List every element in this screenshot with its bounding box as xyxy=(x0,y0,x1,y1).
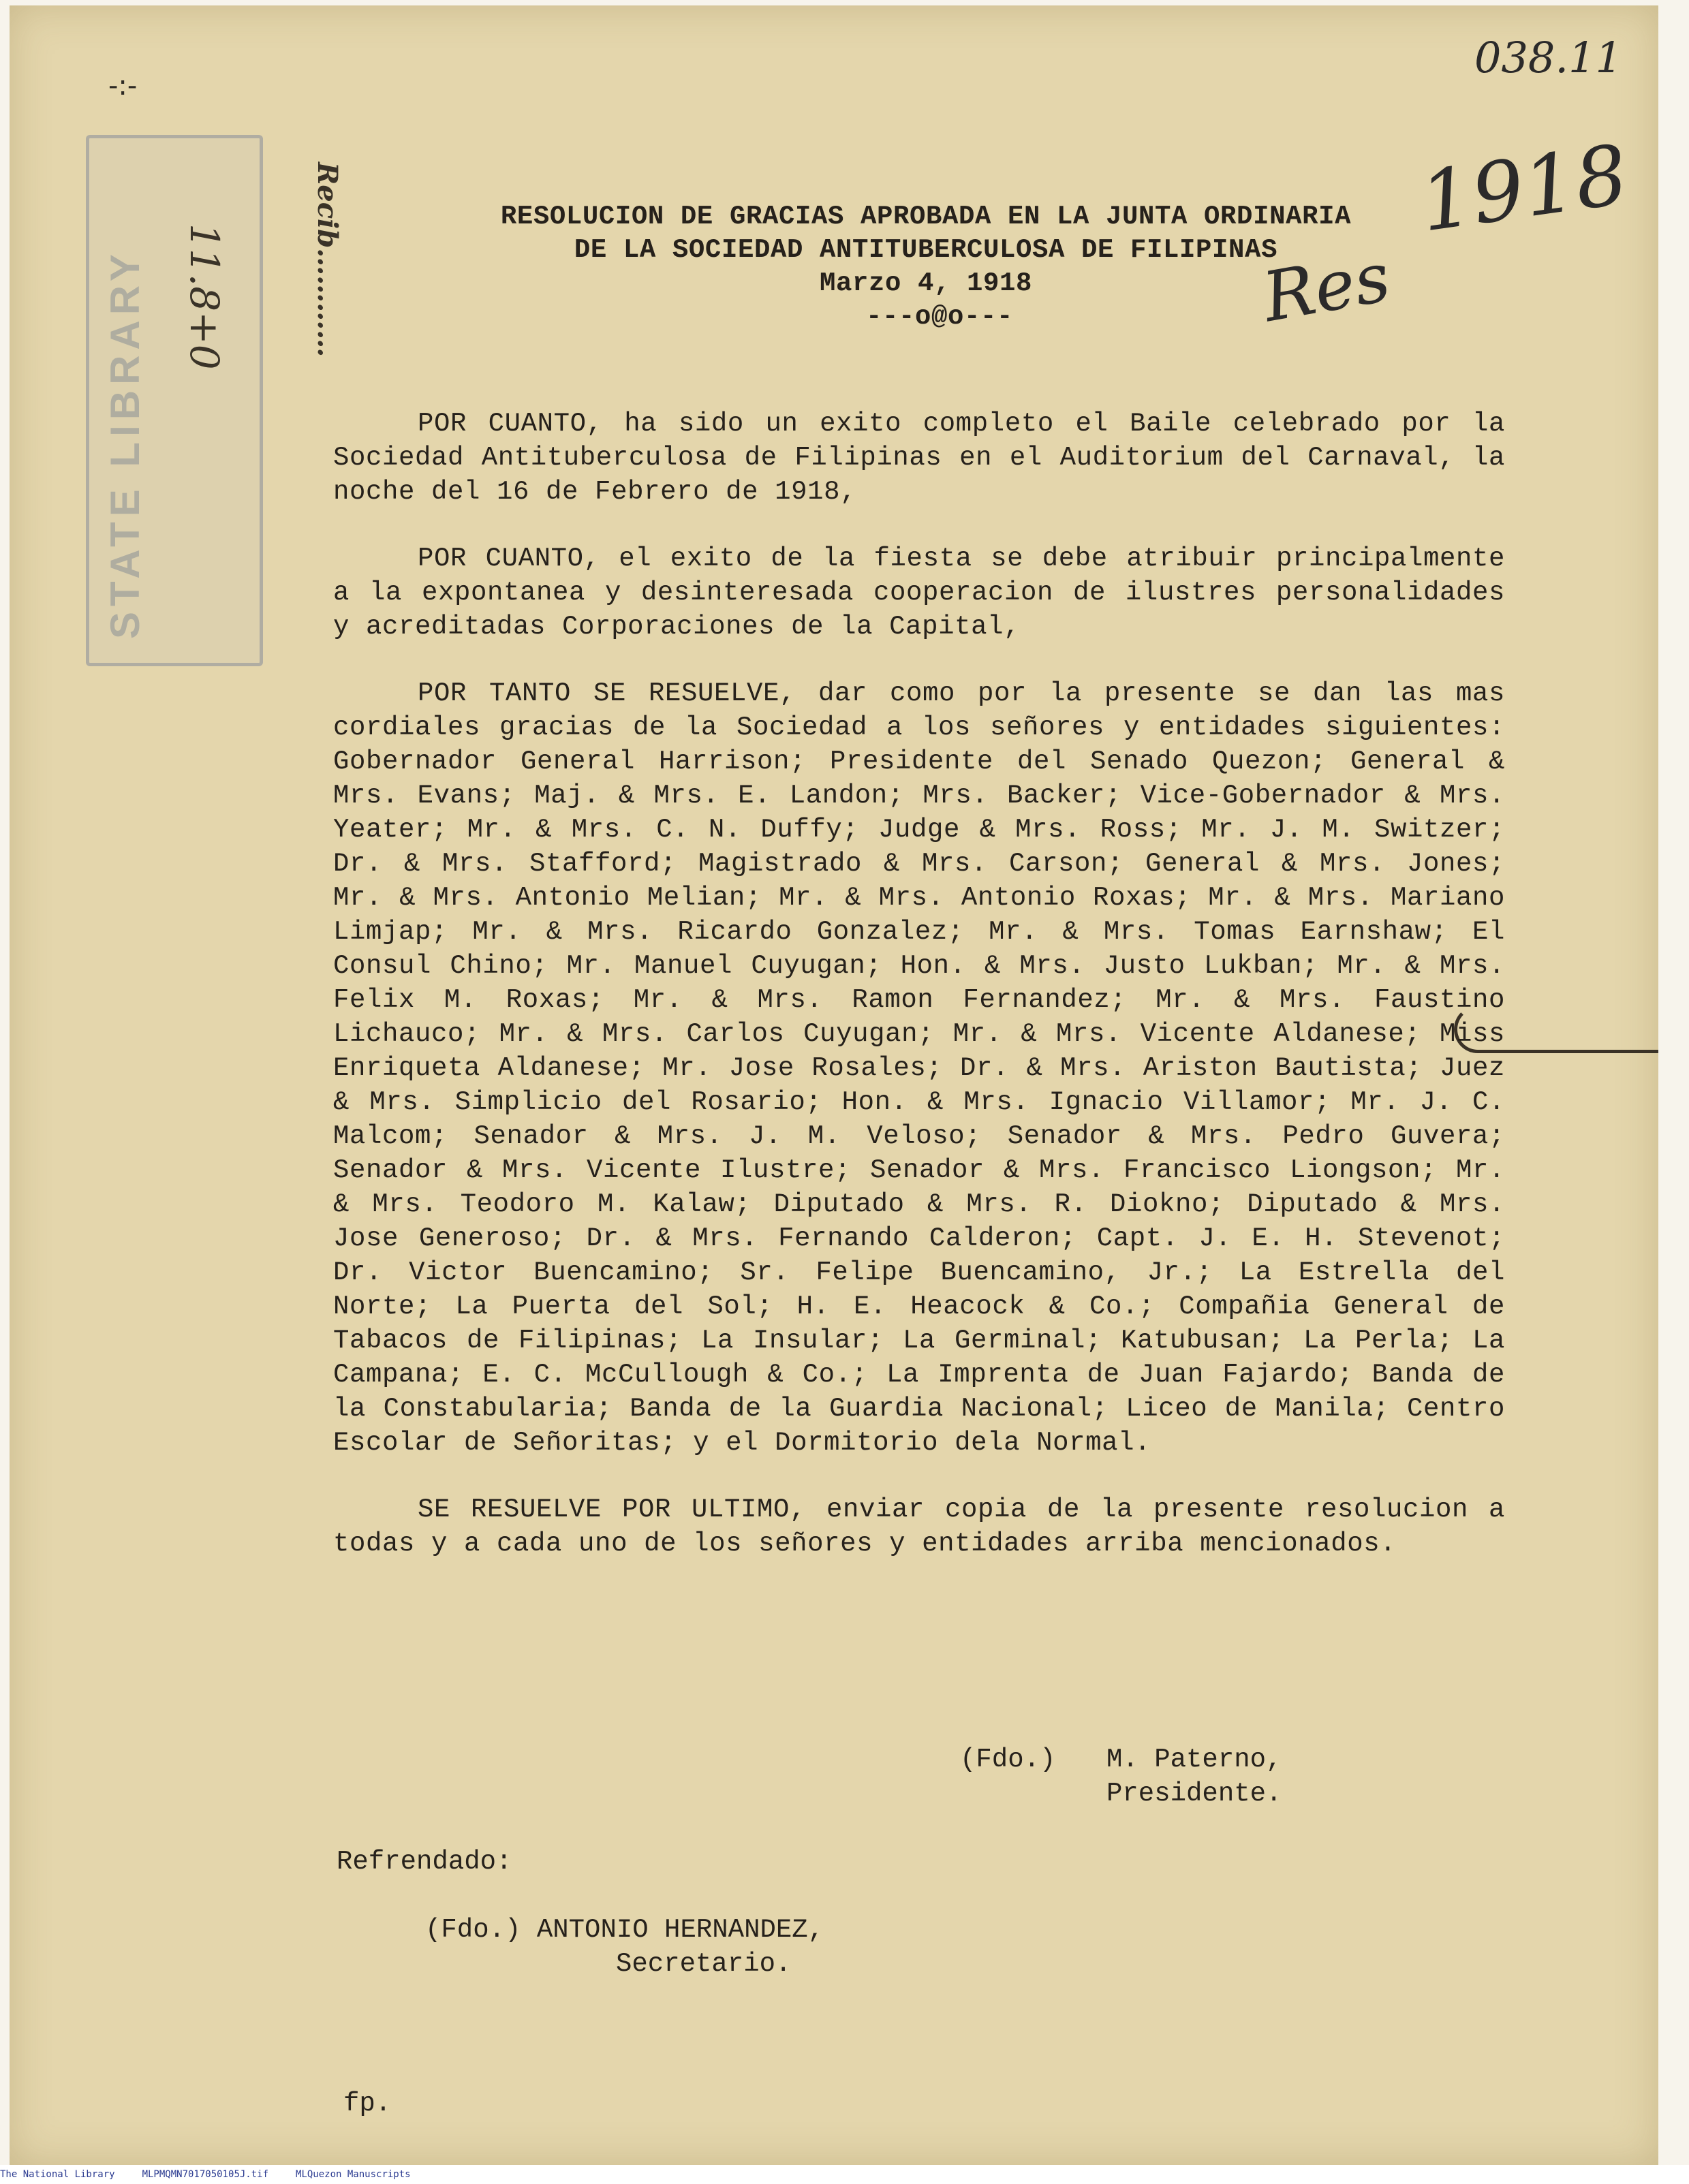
year-handwritten: 1918 xyxy=(1414,127,1634,251)
scan-footer xyxy=(0,2165,1689,2184)
title-line-1: RESOLUCION DE GRACIAS APROBADA EN LA JUNTA ORDINARIA xyxy=(500,202,1352,232)
paragraph-por-cuanto-2 xyxy=(333,542,1505,644)
paragraph-se-resuelve xyxy=(333,1493,1505,1561)
footer-collection: MLQuezon Manuscripts xyxy=(296,2169,411,2180)
document-page xyxy=(10,5,1658,2165)
title-date: Marzo 4, 1918 xyxy=(819,268,1033,298)
archive-number-handwritten: 038.11 xyxy=(1474,33,1622,82)
title-separator: ---o@o--- xyxy=(865,302,1014,332)
countersign-label: Refrendado: xyxy=(337,1847,512,1877)
signature-title: Presidente. xyxy=(1106,1779,1282,1809)
paragraph-por-tanto xyxy=(333,676,1505,1460)
signature-prefix: (Fdo.) xyxy=(960,1745,1056,1775)
paragraph-lead: POR CUANTO, xyxy=(418,544,600,574)
margin-handwriting-signature: Recib………… xyxy=(311,162,343,358)
countersign-title: Secretario. xyxy=(616,1949,792,1979)
paragraph-text: el exito de la fiesta se debe atribuir principalmente a la expontanea y desinteresada cooperacion de ilustres personalidades y acreditadas Corporaciones de la Capital, xyxy=(333,544,1505,642)
paragraph-text: enviar copia de la presente resolucion a todas y a cada uno de los señores y entidades arriba mencionados. xyxy=(333,1495,1505,1559)
paragraph-text: dar como por la presente se dan las mas cordiales gracias de la Sociedad a los señores y entidades siguientes: Gobernador General Harrison; Presidente del Senado Quezon; General & Mrs. Evans; Maj. & Mrs. E. Landon; Mrs. Backer; Vice-Gobernador & Mrs. Yeater; Mr. & Mrs. C. N. Duffy; Judge & Mrs. Ross; Mr. J. M. Switzer; Dr. & Mrs. Stafford; Magistrado & Mrs. Carson; General & Mrs. Jones; Mr. & Mrs. Antonio Melian; Mr. & Mrs. Antonio Roxas; Mr. & Mrs. Mariano Limjap; Mr. & Mrs. Ricardo Gonzalez; Mr. & Mrs. Tomas Earnshaw; El Consul Chino; Mr. Manuel Cuyugan; Hon. & Mrs. Justo Lukban; Mr. & Mrs. Felix M. Roxas; Mr. & Mrs. Ramon Fernandez; Mr. & Mrs. Faustino Lichauco; Mr. & Mrs. Carlos Cuyugan; Mr. & Mrs. Vicente Aldanese; Miss Enriqueta Aldanese; Mr. Jose Rosales; Dr. & Mrs. Ariston Bautista; Juez & Mrs. Simplicio del Rosario; Hon. & Mrs. Ignacio Villamor; Mr. J. C. Malcom; Senador & Mrs. J. M. Veloso; Senador & Mrs. Pedro Guvera; Senador & Mrs. Vicente Ilustre; Senador & Mrs. Francisco Liongson; Mr. & Mrs. Teodoro M. Kalaw; Diputado & Mrs. R. Diokno; Diputado & Mrs. Jose Generoso; Dr. & Mrs. Fernando Calderon; Capt. J. E. H. Stevenot; Dr. Victor Buencamino; Sr. Felipe Buencamino, Jr.; La Estrella del Norte; La Puerta del Sol; H. E. Heacock & Co.; Compañia General de Tabacos de Filipinas; La Insular; La Germinal; Katubusan; La Perla; La Campana; E. C. McCullough & Co.; La Imprenta de Juan Fajardo; Banda de la Constabularia; Banda de la Guardia Nacional; Liceo de Manila; Centro Escolar de Señoritas; y el Dormitorio dela Normal. xyxy=(333,678,1505,1458)
title-line-2: DE LA SOCIEDAD ANTITUBERCULOSA DE FILIPINAS xyxy=(574,235,1278,265)
typist-initials: fp. xyxy=(343,2089,392,2119)
signature-name: M. Paterno, xyxy=(1106,1745,1282,1775)
footer-file: MLPMQMN7017050105J.tif xyxy=(142,2169,269,2180)
corner-mark: -:- xyxy=(108,70,138,102)
paragraph-por-cuanto-1 xyxy=(333,407,1505,509)
paragraph-lead: POR TANTO SE RESUELVE, xyxy=(418,678,796,708)
paragraph-lead: POR CUANTO, xyxy=(418,409,603,439)
paragraph-lead: SE RESUELVE POR ULTIMO, xyxy=(418,1495,807,1525)
paragraph-text: ha sido un exito completo el Baile celebrado por la Sociedad Antituberculosa de Filipinas en el Auditorium del Carnaval, la noche del 16 de Febrero de 1918, xyxy=(333,409,1505,507)
document-body xyxy=(333,200,1505,1561)
ref-handwritten: Res xyxy=(1257,236,1396,338)
footer-library: The National Library xyxy=(0,2169,115,2180)
countersign-line: (Fdo.) ANTONIO HERNANDEZ, xyxy=(425,1915,824,1945)
margin-handwriting-number: 11.8+0 xyxy=(181,223,228,370)
faded-stamp-text: STATE LIBRARY xyxy=(102,249,148,639)
